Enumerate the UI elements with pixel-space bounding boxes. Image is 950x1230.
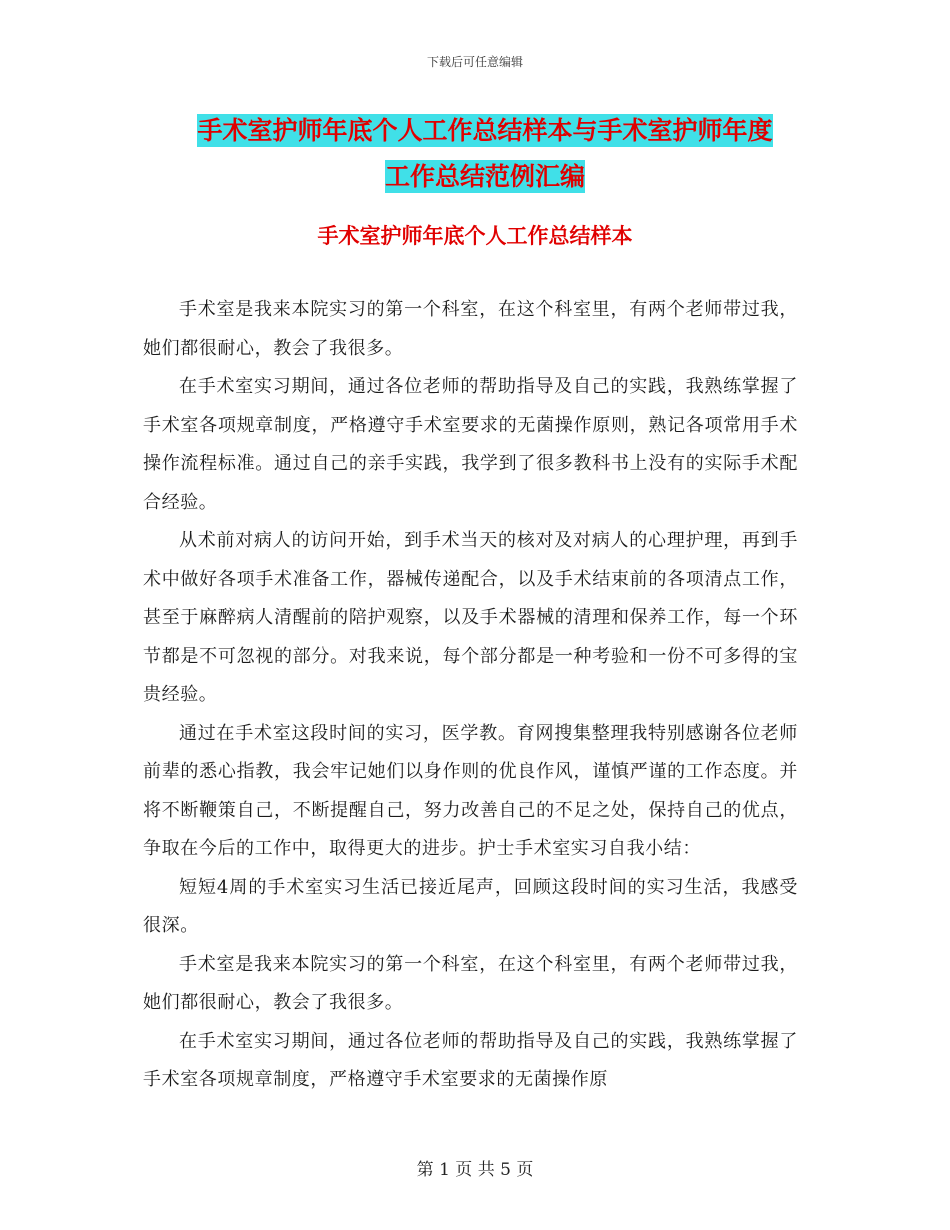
- body-text: [143, 291, 798, 1100]
- title-line-2: 工作总结范例汇编: [384, 162, 585, 191]
- paragraph: 从术前对病人的访问开始，到手术当天的核对及对病人的心理护理，再到手术中做好各项手术准备工作，器械传递配合，以及手术结束前的各项清点工作，甚至于麻醉病人清醒前的陪护观察，以及手术器械的清理和保养工作，每一个环节都是不可忽视的部分。对我来说，每个部分都是一种考验和一份不可多得的宝贵经验。: [143, 530, 798, 705]
- paragraph: 在手术室实习期间，通过各位老师的帮助指导及自己的实践，我熟练掌握了手术室各项规章制度，严格遵守手术室要求的无菌操作原则，熟记各项常用手术操作流程标准。通过自己的亲手实践，我学到了很多教科书上没有的实际手术配合经验。: [143, 376, 798, 513]
- section-heading: 手术室护师年底个人工作总结样本: [317, 224, 633, 248]
- paragraph: 通过在手术室这段时间的实习，医学教。育网搜集整理我特别感谢各位老师前辈的悉心指教，我会牢记她们以身作则的优良作风，谨慎严谨的工作态度。并将不断鞭策自己，不断提醒自己，努力改善自己的不足之处，保持自己的优点，争取在今后的工作中，取得更大的进步。护士手术室实习自我小结：: [143, 722, 798, 859]
- paragraph: 在手术室实习期间，通过各位老师的帮助指导及自己的实践，我熟练掌握了手术室各项规章制度，严格遵守手术室要求的无菌操作原: [143, 1030, 798, 1090]
- title-line-1: 手术室护师年底个人工作总结样本与手术室护师年度: [197, 116, 773, 145]
- document-title: [145, 108, 825, 200]
- paragraph: 手术室是我来本院实习的第一个科室，在这个科室里，有两个老师带过我，她们都很耐心，教会了我很多。: [143, 953, 798, 1013]
- header-note: 下载后可任意编辑: [426, 55, 523, 69]
- paragraph: 短短4周的手术室实习生活已接近尾声，回顾这段时间的实习生活，我感受很深。: [143, 876, 798, 936]
- page-footer: 第 1 页 共 5 页: [416, 1160, 534, 1180]
- paragraph: 手术室是我来本院实习的第一个科室，在这个科室里，有两个老师带过我，她们都很耐心，教会了我很多。: [143, 299, 798, 359]
